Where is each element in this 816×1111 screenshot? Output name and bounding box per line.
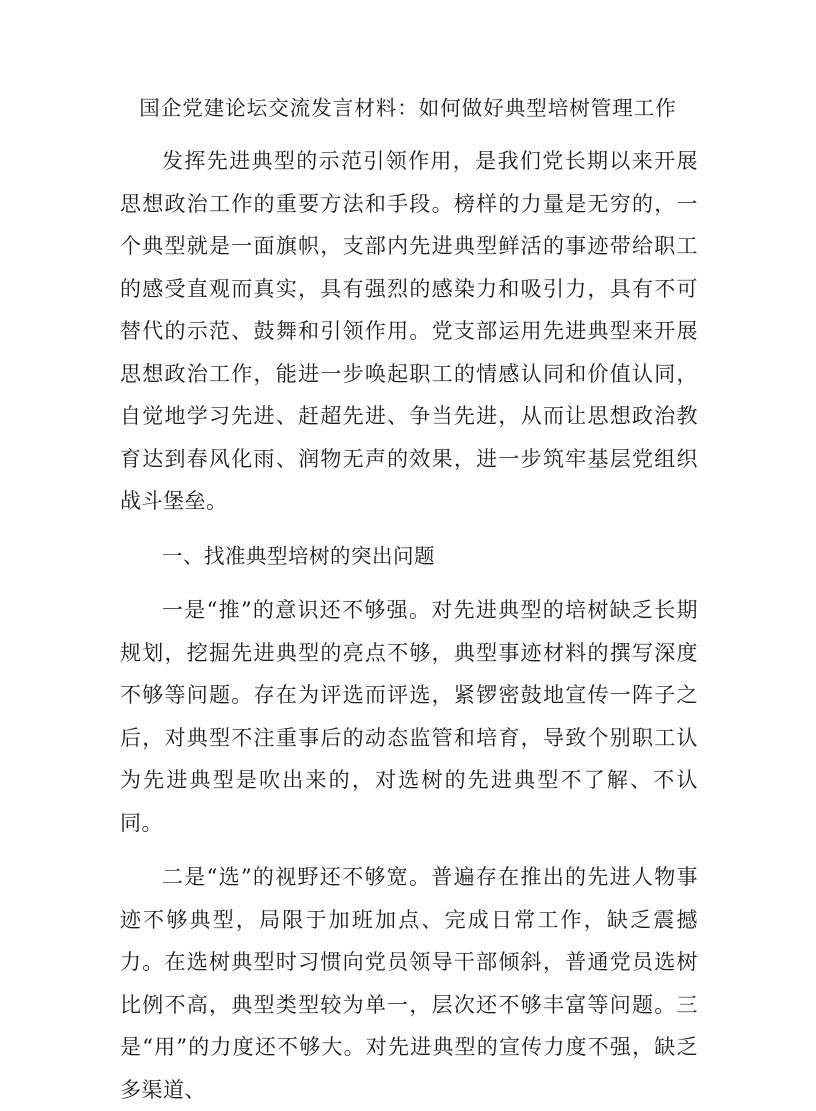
section-heading-1: 一、找准典型培树的突出问题 [162,543,435,568]
paragraph-issue-2: 二是“选”的视野还不够宽。普遍存在推出的先进人物事迹不够典型，局限于加班加点、完成日常工作，缺乏震撼力。在选树典型时习惯向党员领导干部倾斜，普通党员选树比例不高，典型类型较为单一，层次还不够丰富等问题。三是“用”的力度还不够大。对先进典型的宣传力度不强，缺乏多渠道、 [120,865,698,1102]
paragraph-intro: 发挥先进典型的示范引领作用，是我们党长期以来开展思想政治工作的重要方法和手段。榜样的力量是无穷的，一个典型就是一面旗帜，支部内先进典型鲜活的事迹带给职工的感受直观而真实，具有强烈的感染力和吸引力，具有不可替代的示范、鼓舞和引领作用。党支部运用先进典型来开展思想政治工作，能进一步唤起职工的情感认同和价值认同，自觉地学习先进、赶超先进、争当先进，从而让思想政治教育达到春风化雨、润物无声的效果，进一步筑牢基层党组织战斗堡垒。 [120,149,698,513]
document-title: 国企党建论坛交流发言材料：如何做好典型培树管理工作 [139,96,677,120]
document-body [120,140,698,1111]
paragraph-issue-1: 一是“推”的意识还不够强。对先进典型的培树缺乏长期规划，挖掘先进典型的亮点不够，典型事迹材料的撰写深度不够等问题。存在为评选而评选，紧锣密鼓地宣传一阵子之后，对典型不注重事后的动态监管和培育，导致个别职工认为先进典型是吹出来的，对选树的先进典型不了解、不认同。 [120,598,698,835]
